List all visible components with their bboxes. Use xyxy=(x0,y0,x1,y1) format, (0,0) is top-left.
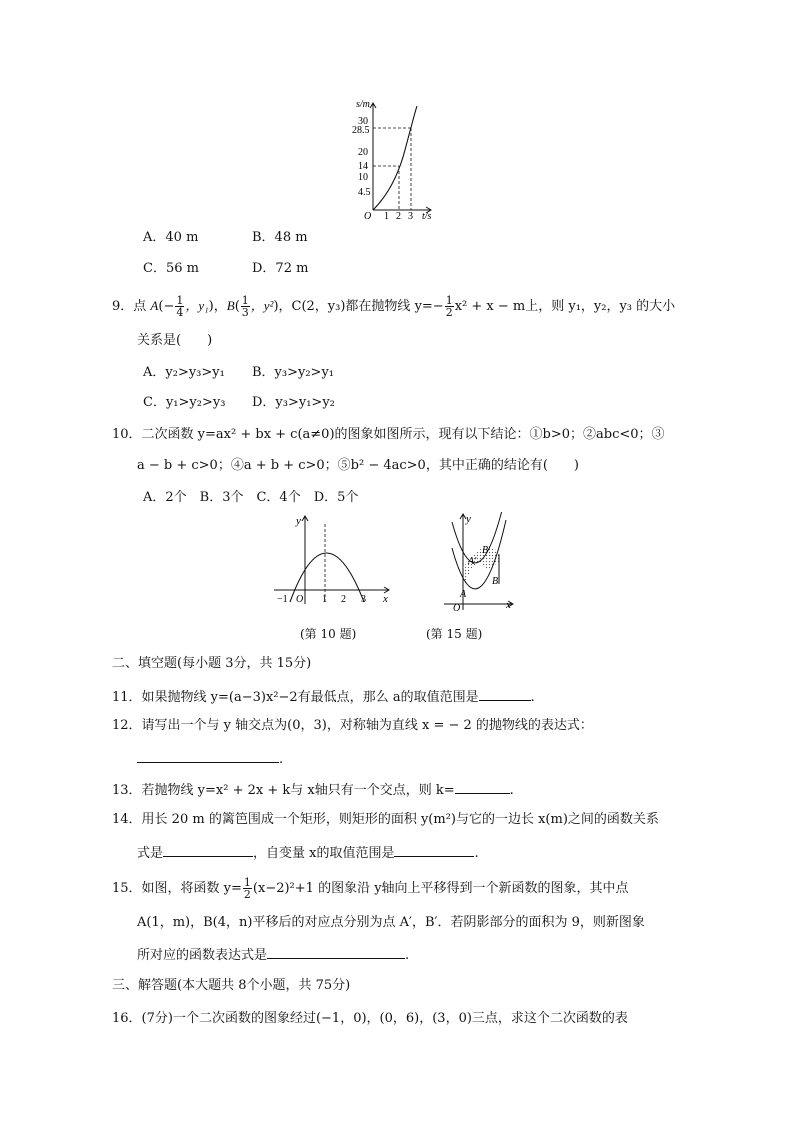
graph-y-tick: 28.5 xyxy=(352,125,370,136)
q8-option-c: C．56 m xyxy=(143,261,199,276)
q15-number: 15． xyxy=(112,881,142,896)
q14-line1: 14．用长 20 m 的篱笆围成一个矩形，则矩形的面积 y(m²)与它的一边长 x(m)之间的函数关系 xyxy=(112,812,659,827)
fig10-tick: −1 xyxy=(277,594,288,605)
q16-number: 16． xyxy=(112,1011,142,1026)
q15-line2: A(1，m)，B(4，n)平移后的对应点分别为点 A′，B′．若阴影部分的面积为 9，则新图象 xyxy=(137,915,645,930)
graph-x-tick: 2 xyxy=(396,211,401,220)
q15-line3: 所对应的函数表达式是 . xyxy=(137,944,409,966)
graph-x-tick: 3 xyxy=(408,211,413,220)
q16: 16．(7分)一个二次函数的图象经过(−1，0)，(0，6)，(3，0)三点，求这个二次函数的表 xyxy=(112,1011,628,1026)
fig10-tick: 2 xyxy=(341,594,346,605)
q9-option-b: B．y₃>y₂>y₁ xyxy=(252,365,335,380)
fig10-y-label: y xyxy=(296,515,301,527)
fig15-caption: (第 15 题) xyxy=(426,627,483,641)
answer-blank[interactable] xyxy=(455,779,510,794)
q11: 11．如果抛物线 y=(a−3)x²−2有最低点，那么 a的取值范围是 . xyxy=(112,686,535,708)
q13-number: 13． xyxy=(112,783,142,798)
q8-option-b: B．48 m xyxy=(252,230,308,245)
q9-option-a: A．y₂>y₃>y₁ xyxy=(143,365,225,380)
q9-option-d: D．y₃>y₁>y₂ xyxy=(252,395,335,410)
graph-y-label: s/m xyxy=(356,99,370,110)
q9-line1: 9．点 A(− $\frac{1}{4}$ ，y₁)，B( $\frac{1}{3}$ ，y²)，C(2，y₃)都在抛物线 y=− $\frac{1}{2}$ x² + x − m上，则 y₁，y₂，y₃ 的大小 xyxy=(112,294,676,319)
fig10-tick: 1 xyxy=(322,594,327,605)
fig15-x-label: x xyxy=(506,599,511,611)
q11-number: 11． xyxy=(112,690,142,705)
answer-blank[interactable] xyxy=(137,748,279,763)
graph-y-tick: 4.5 xyxy=(358,187,371,198)
figure-10-parabola xyxy=(272,514,394,606)
q13: 13．若抛物线 y=x² + 2x + k与 x轴只有一个交点，则 k= . xyxy=(112,779,514,801)
answer-blank[interactable] xyxy=(479,686,531,701)
q8-option-d: D．72 m xyxy=(252,261,309,276)
q12-number: 12． xyxy=(112,718,142,733)
fig15-label-b: B xyxy=(492,576,499,587)
q9-number: 9． xyxy=(112,299,134,314)
fig15-label-b-prime: B′ xyxy=(482,545,491,556)
graph-y-tick: 20 xyxy=(358,147,368,158)
answer-blank[interactable] xyxy=(394,842,474,857)
graph-x-label: t/s xyxy=(422,211,432,220)
q9-line2: 关系是( ) xyxy=(137,333,213,348)
q12: 12．请写出一个与 y 轴交点为(0，3)，对称轴为直线 x = − 2 的抛物线的表达式： xyxy=(112,718,593,733)
q10-line2: a − b + c>0；④a + b + c>0；⑤b² − 4ac>0，其中正确的结论有( ) xyxy=(137,458,579,473)
answer-blank[interactable] xyxy=(163,842,253,857)
graph-y-tick: 14 xyxy=(358,161,368,172)
graph-x-tick: 1 xyxy=(384,211,389,220)
q14-line2: 式是 ，自变量 x的取值范围是 . xyxy=(137,842,479,864)
q10-line1: 10．二次函数 y=ax² + bx + c(a≠0)的图象如图所示，现有以下结论：①b>0；②abc<0；③ xyxy=(112,427,665,442)
graph-y-tick: 10 xyxy=(358,172,368,183)
fraction: $\frac{1}{2}$ xyxy=(243,876,251,901)
section-3-heading: 三、解答题(本大题共 8个小题，共 75分) xyxy=(112,978,351,993)
answer-blank[interactable] xyxy=(267,944,405,959)
q12-answer-line: . xyxy=(137,748,283,770)
fig15-label-a-prime: A′ xyxy=(468,556,477,567)
fig10-tick: 3 xyxy=(361,594,366,605)
fig10-caption: (第 10 题) xyxy=(300,627,357,641)
q10-options: A．2个 B．3个 C．4个 D．5个 xyxy=(143,490,359,505)
fig15-y-label: y xyxy=(466,513,471,525)
fraction: $\frac{1}{3}$ xyxy=(241,294,249,319)
figure-15-shifted-parabolas xyxy=(440,512,520,612)
q9-option-c: C．y₁>y₂>y₃ xyxy=(143,395,226,410)
q15-line1: 15．如图，将函数 y= $\frac{1}{2}$ (x−2)²+1 的图象沿 y轴向上平移得到一个新函数的图象，其中点 xyxy=(112,876,629,901)
fraction: $\frac{1}{2}$ xyxy=(445,294,453,319)
fig10-origin: O xyxy=(296,594,304,605)
graph-y-tick: 30 xyxy=(358,116,368,127)
fig15-label-a: A xyxy=(460,589,467,600)
section-2-heading: 二、填空题(每小题 3分，共 15分) xyxy=(112,656,312,671)
distance-time-graph xyxy=(340,98,450,220)
q14-number: 14． xyxy=(112,812,142,827)
fig15-origin: O xyxy=(453,603,461,612)
q10-number: 10． xyxy=(112,427,142,442)
fraction: $\frac{1}{4}$ xyxy=(176,294,184,319)
q8-option-a: A．40 m xyxy=(143,230,199,245)
graph-origin: O xyxy=(364,211,372,220)
fig10-x-label: x xyxy=(383,593,388,605)
